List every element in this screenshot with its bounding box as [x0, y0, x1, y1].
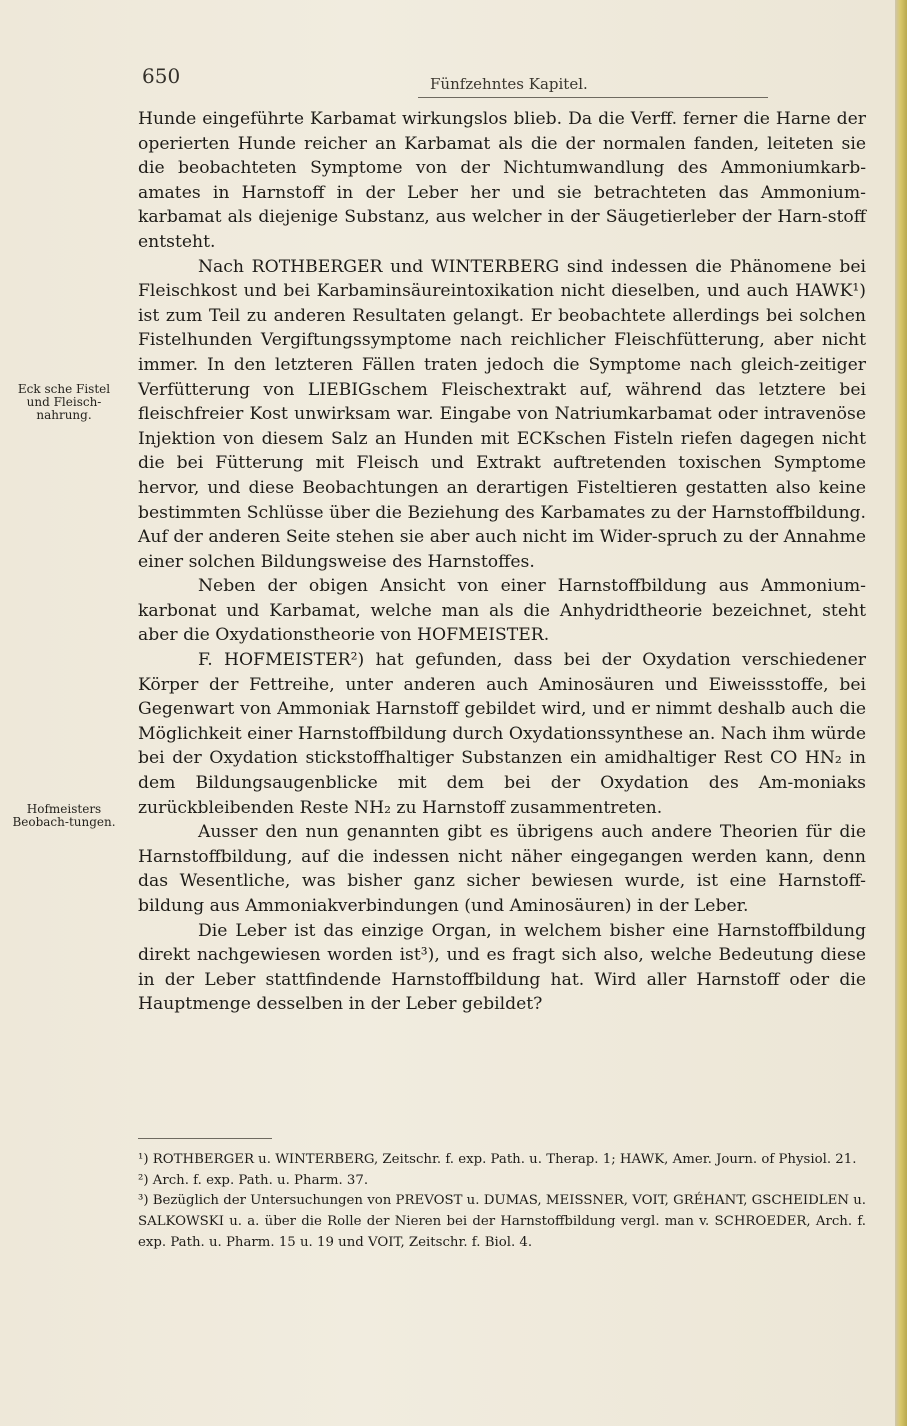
- footnote-rule: [138, 1138, 272, 1139]
- book-edge: [895, 0, 907, 1426]
- header-rule: [418, 97, 768, 98]
- paragraph: Nach ROTHBERGER und WINTERBERG sind indessen die Phänomene bei Fleischkost und bei Karbaminsäureintoxikation nicht dieselben, und auch HAWK¹) ist zum Teil zu anderen Resultaten gelangt. Er beobachtete allerdings bei solchen Fistelhunden Vergiftungssymptome nach reichlicher Fleischfütterung, aber nicht immer. In den letzteren Fällen traten jedoch die Symptome nach gleich-zeitiger Verfütterung von LIEBIGschem Fleischextrakt auf, während das letztere bei fleischfreier Kost unwirksam war. Eingabe von Natriumkarbamat oder intravenöse Injektion von diesem Salz an Hunden mit ECKschen Fisteln riefen dagegen nicht die bei Fütterung mit Fleisch und Extrakt auftretenden toxischen Symptome hervor, und diese Beobachtungen an derartigen Fisteltieren gestatten also keine bestimmten Schlüsse über die Beziehung des Karbamates zu der Harnstoffbildung. Auf der anderen Seite stehen sie aber auch nicht im Wider-spruch zu der Annahme einer solchen Bildungsweise des Harnstoffes.: [138, 256, 866, 572]
- page-number: 650: [142, 64, 181, 88]
- running-title: Fünfzehntes Kapitel.: [430, 75, 588, 93]
- paragraph: Ausser den nun genannten gibt es übrigens auch andere Theorien für die Harnstoffbildung, auf die indessen nicht näher eingegangen werden kann, denn das Wesentliche, was bisher ganz sicher bewiesen wurde, ist eine Harnstoff-bildung aus Ammoniakverbindungen (und Aminosäuren) in der Leber.: [138, 822, 866, 916]
- footnotes: [138, 1150, 866, 1254]
- footnote: ¹) ROTHBERGER u. WINTERBERG, Zeitschr. f. exp. Path. u. Therap. 1; HAWK, Amer. Journ. of Physiol. 21.: [138, 1152, 857, 1167]
- paragraph: Neben der obigen Ansicht von einer Harnstoffbildung aus Ammonium-karbonat und Karbamat, welche man als die Anhydridtheorie bezeichnet, steht aber die Oxydationstheorie von HOFMEISTER.: [138, 576, 866, 646]
- margin-note-hofmeister: Hofmeisters Beobach-tungen.: [12, 802, 116, 829]
- margin-note-eck-fistel: Eck sche Fistel und Fleisch-nahrung.: [17, 382, 111, 422]
- body-text: [138, 107, 866, 1017]
- paragraph: Hunde eingeführte Karbamat wirkungslos blieb. Da die Verff. ferner die Harne der operierten Hunde reicher an Karbamat als die der normalen fanden, leiteten sie die beobachteten Symptome von der Nichtumwandlung des Ammoniumkarb-amates in Harnstoff in der Leber her und sie betrachteten das Ammonium-karbamat als diejenige Substanz, aus welcher in der Säugetierleber der Harn-stoff entsteht.: [138, 109, 866, 252]
- paragraph: F. HOFMEISTER²) hat gefunden, dass bei der Oxydation verschiedener Körper der Fettreihe, unter anderen auch Aminosäuren und Eiweissstoffe, bei Gegenwart von Ammoniak Harnstoff gebildet wird, und er nimmt deshalb auch die Möglichkeit einer Harnstoffbildung durch Oxydationssynthese an. Nach ihm würde bei der Oxydation stickstoffhaltiger Substanzen ein amidhaltiger Rest CO HN₂ in dem Bildungsaugenblicke mit dem bei der Oxydation des Am-moniaks zurückbleibenden Reste NH₂ zu Harnstoff zusammentreten.: [138, 650, 866, 818]
- paragraph: Die Leber ist das einzige Organ, in welchem bisher eine Harnstoffbildung direkt nachgewiesen worden ist³), und es fragt sich also, welche Bedeutung diese in der Leber stattfindende Harnstoffbildung hat. Wird aller Harnstoff oder die Hauptmenge desselben in der Leber gebildet?: [138, 920, 866, 1015]
- footnote: ²) Arch. f. exp. Path. u. Pharm. 37.: [138, 1172, 369, 1188]
- footnote: ³) Bezüglich der Untersuchungen von PREVOST u. DUMAS, MEISSNER, VOIT, GRÉHANT, GSCHEIDLEN u. SALKOWSKI u. a. über die Rolle der Nieren bei der Harnstoffbildung vergl. man v. SCHROEDER, Arch. f. exp. Path. u. Pharm. 15 u. 19 und VOIT, Zeitschr. f. Biol. 4.: [138, 1193, 866, 1250]
- page-header: [142, 64, 866, 100]
